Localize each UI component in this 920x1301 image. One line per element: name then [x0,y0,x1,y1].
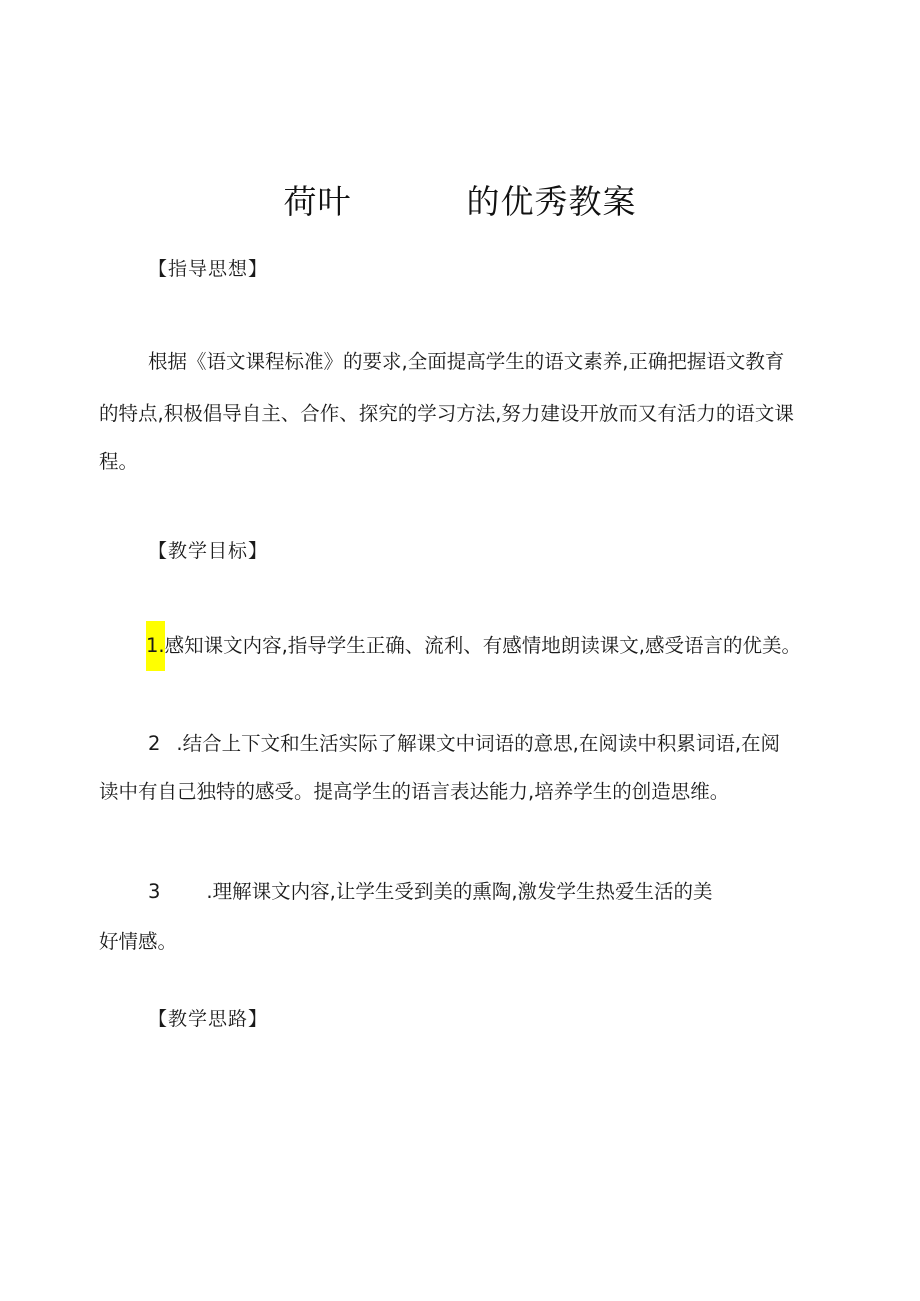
guiding-thought-line-3: 程。 [99,450,139,473]
goal-item-3-text-line-1: .理解课文内容,让学生受到美的熏陶,激发学生热爱生活的美 [206,880,713,903]
goal-item-3-line-1 [148,866,713,918]
section-heading-guiding-thought: 【指导思想】 [148,258,269,280]
goal-item-3-line-2: 好情感。 [99,930,178,953]
goal-item-1-text: 感知课文内容,指导学生正确、流利、有感情地朗读课文,感受语言的优美。 [164,634,802,657]
goal-item-2-line-2: 读中有自己独特的感受。提高学生的语言表达能力,培养学生的创造思维。 [99,780,730,803]
section-heading-teaching-approach: 【教学思路】 [148,1008,269,1030]
guiding-thought-line-1: 根据《语文课程标准》的要求,全面提高学生的语文素养,正确把握语文教育 [148,350,785,373]
goal-item-3-number: 3 [148,880,161,903]
goal-item-2-text-line-1: .结合上下文和生活实际了解课文中词语的意思,在阅读中积累词语,在阅 [176,732,781,755]
document-title: 荷叶 的优秀教案 [283,182,637,221]
goal-item-1-number-highlight: 1. [146,621,165,671]
goal-item-2-line-1 [148,718,780,770]
goal-item-1 [146,620,801,672]
goal-item-2-number: 2 [148,732,161,755]
guiding-thought-line-2: 的特点,积极倡导自主、合作、探究的学习方法,努力建设开放而又有活力的语文课 [99,402,794,425]
section-heading-teaching-goals: 【教学目标】 [148,540,269,562]
